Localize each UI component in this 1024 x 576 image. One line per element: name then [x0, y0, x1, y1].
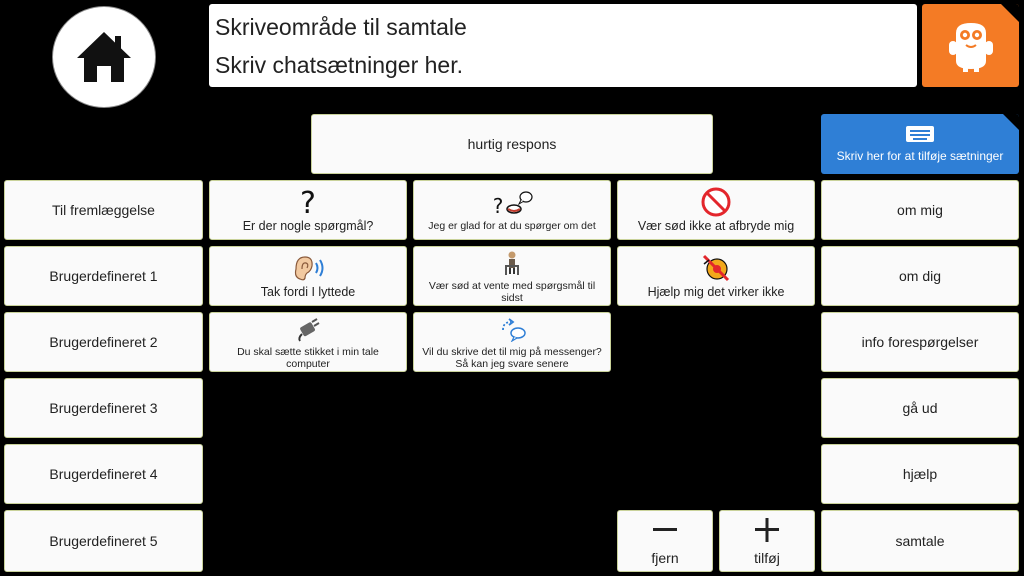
category-label: Brugerdefineret 3: [49, 400, 158, 416]
phrase-label: Er der nogle spørgmål?: [242, 219, 374, 233]
phrase-label: Du skal sætte stikket i min tale computer: [237, 346, 379, 370]
svg-text:?: ?: [492, 194, 504, 217]
add-label: tilføj: [754, 550, 780, 566]
ear-listening-icon: [290, 253, 326, 283]
message-write-area[interactable]: [209, 4, 917, 87]
phrase-help-not-working[interactable]: [617, 246, 815, 306]
add-sentences-button[interactable]: [821, 114, 1019, 174]
write-area-line-2: Skriv chatsætninger her.: [215, 52, 464, 78]
topic-conversation[interactable]: [821, 510, 1019, 572]
phrase-glad-you-ask[interactable]: [413, 180, 611, 240]
phrase-plug-in-computer[interactable]: [209, 312, 407, 372]
topic-help[interactable]: [821, 444, 1019, 504]
write-area-line-1: Skriveområde til samtale: [215, 14, 467, 40]
messenger-icon: [497, 316, 527, 342]
category-label: Brugerdefineret 1: [49, 268, 158, 284]
topic-label: samtale: [895, 533, 945, 549]
phrase-any-questions[interactable]: [209, 180, 407, 240]
category-custom-2[interactable]: [4, 312, 203, 372]
plug-icon: [295, 316, 321, 342]
person-waiting-icon: [500, 250, 524, 276]
topic-go-out[interactable]: [821, 378, 1019, 438]
topic-label: om dig: [898, 268, 942, 284]
topic-label: info forespørgelser: [861, 334, 979, 350]
add-sentences-label: Skriv her for at tilføje sætninger: [836, 149, 1004, 163]
phrase-dont-interrupt[interactable]: [617, 180, 815, 240]
category-custom-1[interactable]: [4, 246, 203, 306]
topic-about-you[interactable]: [821, 246, 1019, 306]
category-custom-3[interactable]: [4, 378, 203, 438]
phrase-label: Tak fordi I lyttede: [260, 285, 356, 299]
category-custom-4[interactable]: [4, 444, 203, 504]
category-label: Brugerdefineret 4: [49, 466, 158, 482]
svg-text:?: ?: [300, 187, 316, 217]
category-label: Brugerdefineret 5: [49, 533, 158, 549]
phrase-label: Vær sød ikke at afbryde mig: [637, 219, 795, 233]
plus-icon: [753, 516, 781, 544]
phrase-label: Hjælp mig det virker ikke: [647, 285, 785, 299]
quick-response-button[interactable]: [311, 114, 713, 174]
phrase-write-on-messenger[interactable]: [413, 312, 611, 372]
quick-response-label: hurtig respons: [467, 136, 557, 152]
category-custom-5[interactable]: [4, 510, 203, 572]
phrase-label: Vil du skrive det til mig på messenger? Så kan jeg svare senere: [422, 346, 602, 370]
character-icon: [946, 19, 996, 73]
home-button[interactable]: [52, 6, 156, 108]
topic-about-me[interactable]: [821, 180, 1019, 240]
question-speech-icon: [490, 189, 534, 217]
phrase-wait-with-questions[interactable]: [413, 246, 611, 306]
phrase-label: Vær sød at vente med spørgsmål til sidst: [428, 280, 596, 304]
broken-device-icon: [700, 252, 732, 284]
phrase-label: Jeg er glad for at du spørger om det: [428, 220, 596, 232]
add-button[interactable]: [719, 510, 815, 572]
home-icon: [75, 28, 133, 86]
category-label: Til fremlæggelse: [52, 202, 155, 218]
keyboard-icon: [905, 125, 935, 143]
topic-label: gå ud: [902, 400, 938, 416]
remove-label: fjern: [651, 550, 679, 566]
avatar-button[interactable]: [922, 4, 1019, 87]
topic-info-requests[interactable]: [821, 312, 1019, 372]
category-presentation[interactable]: [4, 180, 203, 240]
question-mark-icon: [296, 187, 320, 217]
topic-label: hjælp: [902, 466, 938, 482]
category-label: Brugerdefineret 2: [49, 334, 158, 350]
no-entry-icon: [700, 186, 732, 218]
remove-button[interactable]: [617, 510, 713, 572]
minus-icon: [651, 516, 679, 544]
topic-label: om mig: [897, 202, 943, 218]
phrase-thanks-for-listening[interactable]: [209, 246, 407, 306]
